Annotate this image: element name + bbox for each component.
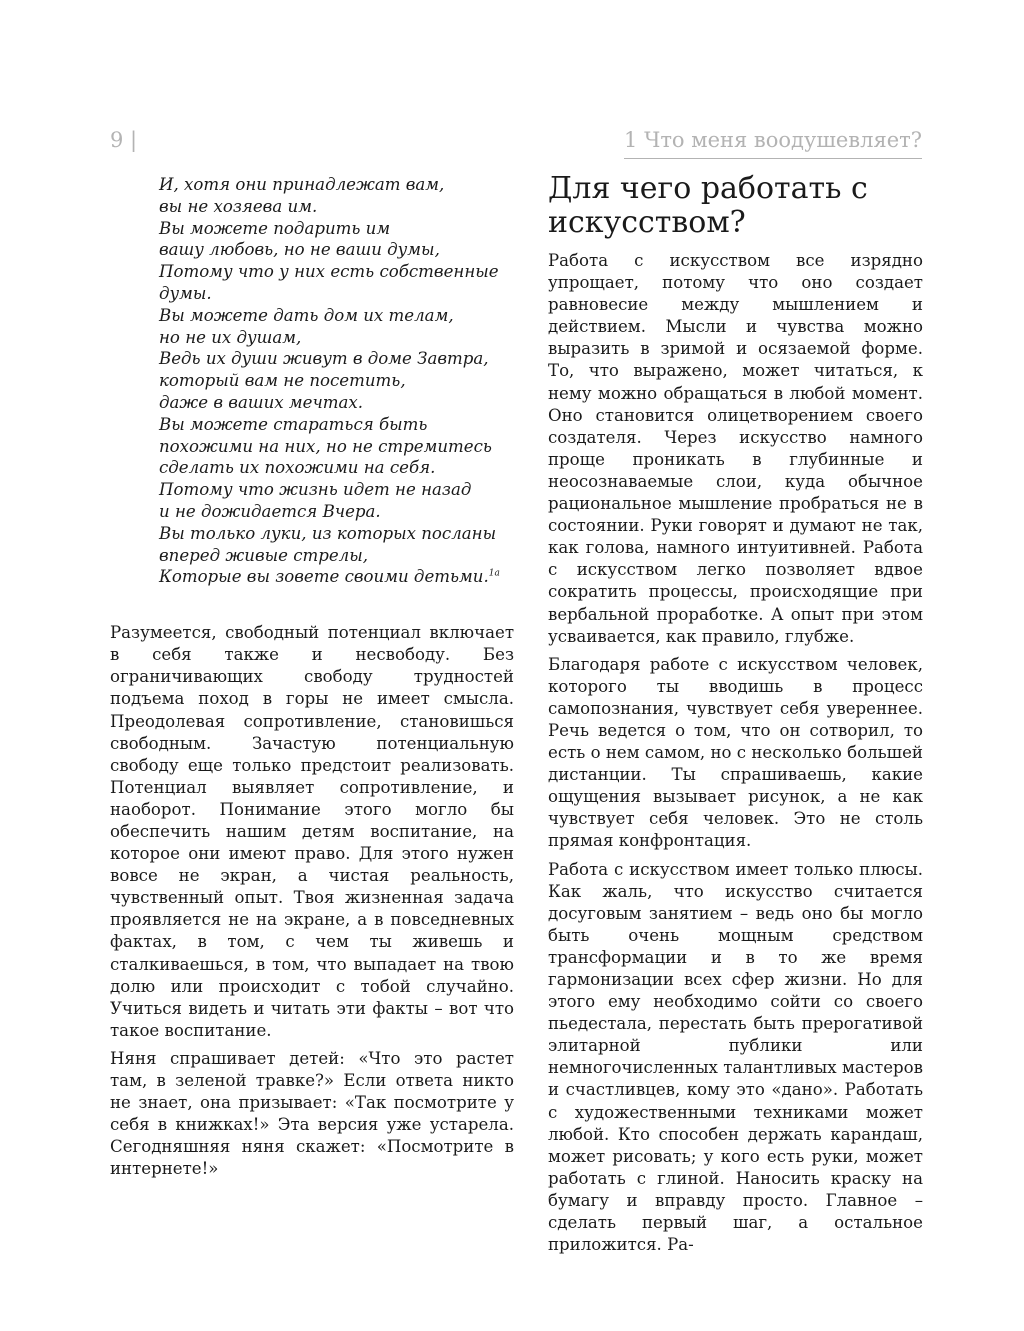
- poem-excerpt: [159, 174, 514, 588]
- body-paragraph: Разумеется, свободный потенциал включает в себя также и несвободу. Без ограничивающих свободу трудностей подъема поход в горы не имеет смысла. Преодолевая сопротивление, становишься свободным. Зачастую потенциальную свободу еще только предстоит реализовать. Потенциал выявляет сопротивление, и наоборот. Понимание этого могло бы обеспечить нашим детям воспитание, на которое они имеют право. Для этого нужен вовсе не экран, а чистая реальность, чувственный опыт. Твоя жизненная задача проявляется не на экране, а в повседневных фактах, в том, с чем ты живешь и сталкиваешься, в том, что выпадает на твою долю или происходит с тобой случайно. Учиться видеть и читать эти факты – вот что такое воспитание.: [110, 623, 514, 1040]
- poem-line: Вы можете дать дом их телам,: [159, 305, 454, 325]
- poem-line: Вы можете стараться быть: [159, 414, 428, 434]
- poem-line: вашу любовь, но не ваши думы,: [159, 240, 440, 260]
- footnote-marker: 1a: [488, 568, 500, 579]
- poem-line: И, хотя они принадлежат вам,: [159, 175, 445, 194]
- poem-line-last: [159, 566, 514, 588]
- poem-line: похожими на них, но не стремитесь: [159, 436, 492, 456]
- poem-line: Ведь их души живут в доме Завтра,: [159, 349, 489, 369]
- body-paragraph: Работа с искусством все изрядно упрощает, потому что оно создает равновесие между мышлением и действием. Мысли и чувства можно выразить в зримой и осязаемой форме. То, что выражено, может читаться, к нему можно обращаться в любой момент. Оно становится олицетворением своего создателя. Через искусство намного проще проникать в глубинные и неосознаваемые слои, куда обычное рациональное мышление пробраться не в состоянии. Руки говорят и думают не так, как голова, намного интуитивней. Работа с искусством легко позволяет вдвое сократить процессы, происходящие при вербальной проработке. А опыт при этом усваивается, как правило, глубже.: [548, 251, 923, 646]
- poem-line: но не их душам,: [159, 327, 302, 347]
- poem-line: вперед живые стрелы,: [159, 545, 369, 565]
- body-paragraph: Благодаря работе с искусством человек, которого ты вводишь в процесс самопознания, чувствует себя увереннее. Речь ведется о том, что он сотворил, то есть о нем самом, но с несколько большей дистанции. Ты спрашиваешь, какие ощущения вызывает рисунок, а не как чувствует себя человек. Это не столь прямая конфронтация.: [548, 654, 923, 851]
- right-column: [548, 172, 923, 1262]
- poem-line: который вам не посетить,: [159, 371, 406, 391]
- poem-line: Вы можете подарить им: [159, 218, 391, 238]
- chapter-running-title: 1 Что меня воодушевляет?: [624, 124, 922, 159]
- poem-line: вы не хозяева им.: [159, 196, 318, 216]
- section-heading: Для чего работать с искусством?: [548, 171, 868, 240]
- poem-line: даже в ваших мечтах.: [159, 392, 364, 412]
- page-number: 9 |: [110, 128, 138, 152]
- poem-line: Потому что у них есть собственные: [159, 262, 499, 282]
- poem-line: Потому что жизнь идет не назад: [159, 480, 472, 500]
- poem-line: Вы только луки, из которых посланы: [159, 523, 497, 543]
- body-paragraph: Работа с искусством имеет только плюсы. Как жаль, что искусство считается досуговым занятием – ведь оно бы могло быть очень мощным средством трансформации и в то же время гармонизации всех сфер жизни. Но для этого ему необходимо сойти со своего пьедестала, перестать быть прерогативой элитарной публики или немногочисленных талантливых мастеров и счастливцев, кому это «дано». Работать с художественными техниками может любой. Кто способен держать карандаш, может рисовать; у кого есть руки, может работать с глиной. Наносить краску на бумагу и вправду просто. Главное – сделать первый шаг, а остальное приложится. Ра-: [548, 859, 923, 1255]
- left-column: [110, 174, 514, 1186]
- poem-line: думы.: [159, 283, 212, 303]
- poem-line: и не дожидается Вчера.: [159, 501, 381, 521]
- poem-line-text: Которые вы зовете своими детьми.: [159, 567, 489, 587]
- poem-line: сделать их похожими на себя.: [159, 458, 436, 478]
- body-paragraph: Няня спрашивает детей: «Что это растет там, в зеленой травке?» Если ответа никто не знает, она призывает: «Так посмотрите у себя в книжках!» Эта версия уже устарела. Сегодняшняя няня скажет: «Посмотрите в интернете!»: [110, 1048, 514, 1179]
